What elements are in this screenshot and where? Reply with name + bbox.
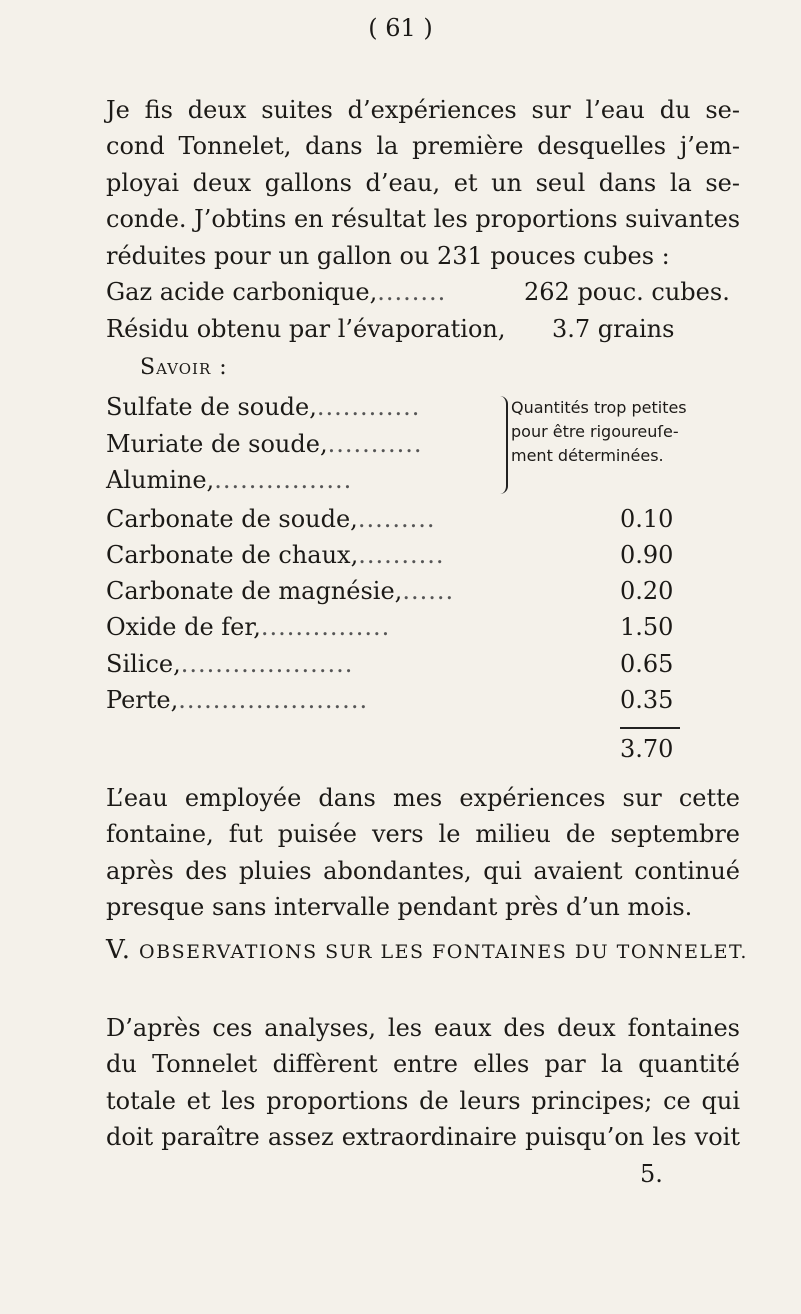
item-label: Carbonate de magnésie, [106,577,403,605]
item-label: Perte, [106,686,179,714]
item-label: Carbonate de chaux, [106,541,359,569]
item-label: Oxide de fer, [106,613,261,641]
leader-dots: .......... [358,541,445,569]
paragraph-conclusion [106,1010,740,1156]
item-label: Sulfate de soude, [106,393,317,421]
leader-dots: ............... [260,613,391,641]
item-value: 1.50 [620,613,674,641]
paragraph-intro [106,92,740,274]
total-rule [620,727,680,729]
item-value: 0.35 [620,686,674,714]
brace-note-line: Quantités trop petites [511,398,687,417]
item-label: Alumine, [106,466,215,494]
gas-label: Gaz acide carbonique, [106,278,378,306]
item-row [106,686,368,714]
section-title: OBSERVATIONS SUR LES FONTAINES DU TONNELET. [139,941,748,963]
gas-row [106,278,446,306]
item-label: Carbonate de soude, [106,505,358,533]
text-line: totale et les proportions de leurs principes; ce qui [106,1086,740,1115]
residue-label: Résidu obtenu par l’évaporation, [106,315,506,343]
item-row [106,505,435,533]
section-heading [106,935,748,965]
text-line: presque sans intervalle pendant près d’un mois. [106,893,693,922]
text-line: doit paraître assez extraordinaire puisqu’on les voit [106,1123,740,1152]
page-number: ( 61 ) [368,14,433,42]
residue-value: 3.7 grains [552,315,675,343]
braced-row [106,430,423,458]
leader-dots: ........ [377,278,447,306]
catchword: 5. [640,1160,663,1188]
text-line: L’eau employée dans mes expériences sur cette [106,784,740,812]
brace-note-line: pour être rigoureuſe- [511,422,679,441]
leader-dots: ............ [316,393,421,421]
total-value: 3.70 [620,735,674,763]
item-row [106,650,353,678]
item-label: Muriate de soude, [106,430,328,458]
text-line: réduites pour un gallon ou 231 pouces cubes : [106,241,670,270]
text-line: cond Tonnelet, dans la première desquelles j’em- [106,132,740,161]
item-row [106,577,454,605]
leader-dots: ...................... [178,686,369,714]
item-value: 0.10 [620,505,674,533]
leader-dots: ........... [327,430,423,458]
text-line: D’après ces analyses, les eaux des deux fontaines [106,1014,740,1042]
item-row [106,541,445,569]
leader-dots: ......... [357,505,436,533]
leader-dots: ................ [214,466,353,494]
paragraph-water [106,780,740,926]
gas-value: 262 pouc. cubes. [524,278,730,306]
leader-dots: ...... [402,577,455,605]
brace-note [511,396,687,468]
text-line: Je fis deux suites d’expériences sur l’eau du se- [106,96,740,124]
item-label: Silice, [106,650,181,678]
curly-brace [496,396,508,494]
text-line: ployai deux gallons d’eau, et un seul dans la se- [106,168,740,197]
leader-dots: .................... [180,650,354,678]
braced-row [106,466,352,494]
text-line: après des pluies abondantes, qui avaient continué [106,856,740,885]
item-row [106,613,390,641]
text-line: conde. J’obtins en résultat les proportions suivantes [106,205,741,234]
text-line: du Tonnelet diffèrent entre elles par la quantité [106,1050,740,1079]
braced-row [106,393,420,421]
item-value: 0.65 [620,650,674,678]
section-numeral: V. [106,935,132,965]
item-value: 0.20 [620,577,674,605]
item-value: 0.90 [620,541,674,569]
text-line: fontaine, fut puisée vers le milieu de septembre [106,820,740,849]
savoir-heading: Savoir : [140,355,228,380]
brace-note-line: ment déterminées. [511,446,664,465]
